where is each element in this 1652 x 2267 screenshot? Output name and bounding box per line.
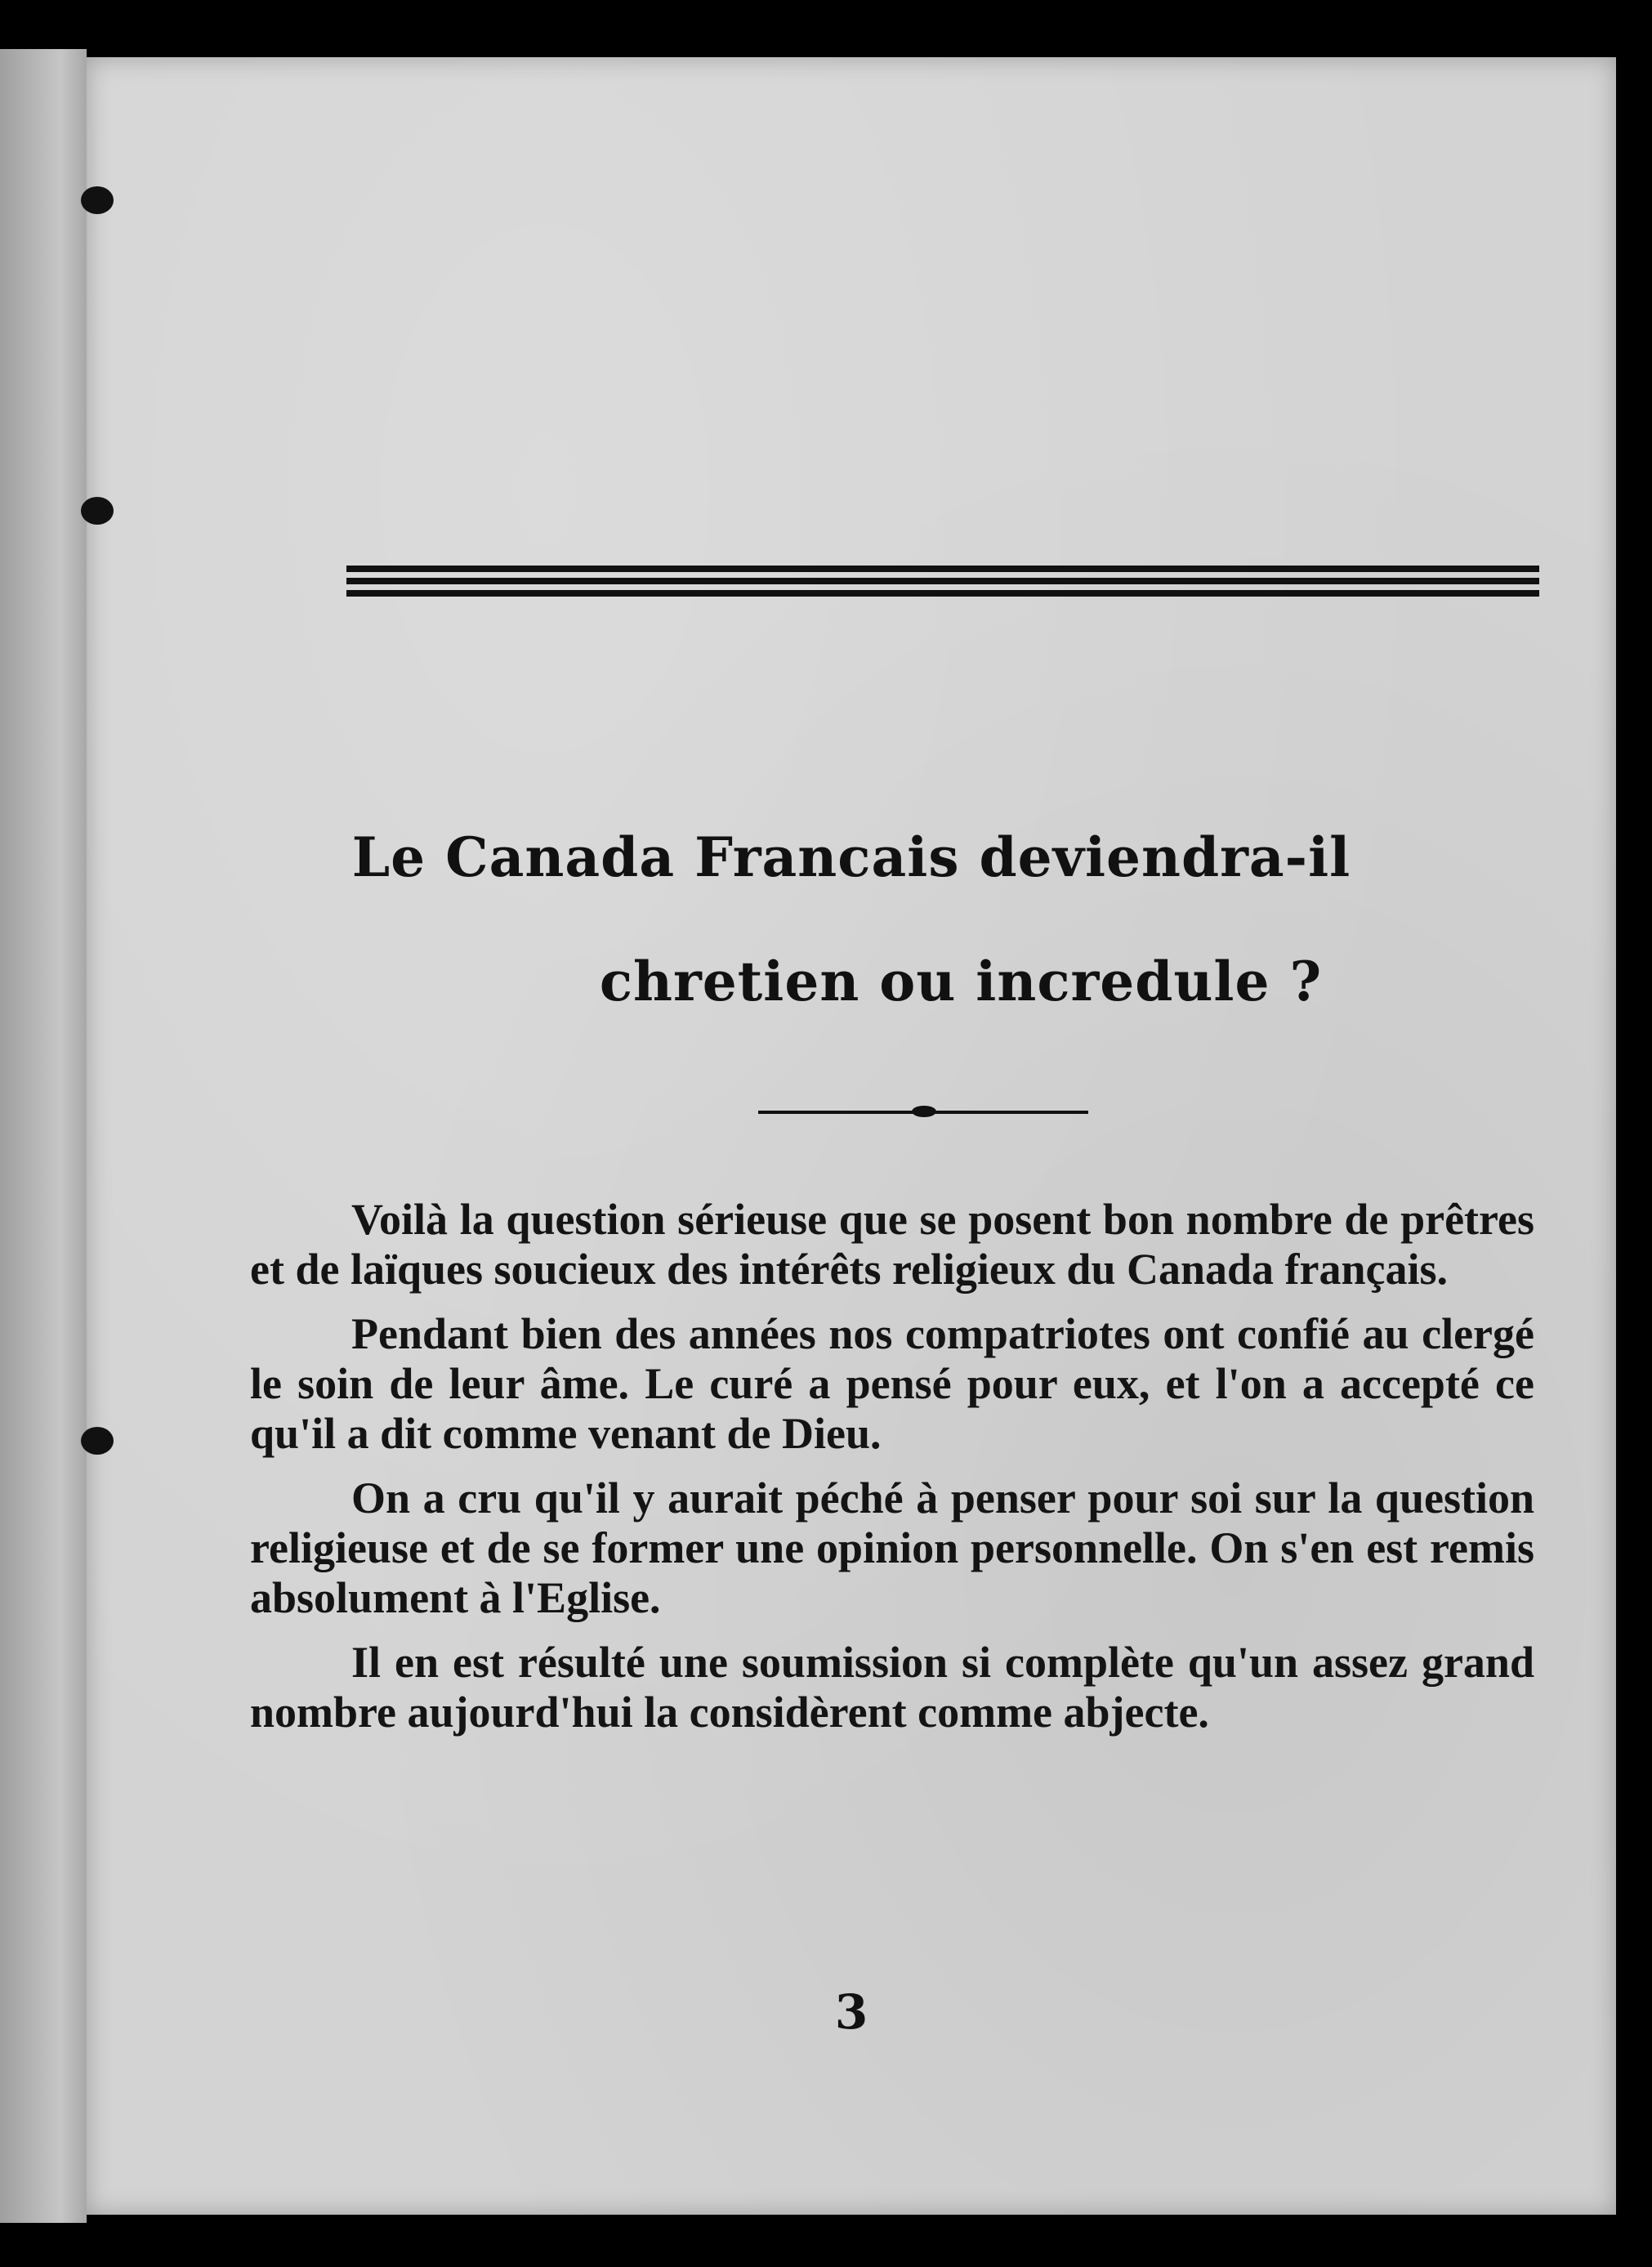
title-line-2: chretien ou incredule ? bbox=[599, 950, 1323, 1013]
body-text bbox=[250, 1195, 1534, 1752]
ornament-divider bbox=[758, 1106, 1088, 1119]
paragraph: Pendant bien des années nos compatriotes ont confié au clergé le soin de leur âme. Le curé a pensé pour eux, et l'on a accepté ce qu'il a dit comme venant de Dieu. bbox=[250, 1309, 1534, 1458]
binding-stitch bbox=[81, 497, 114, 525]
paragraph: Voilà la question sérieuse que se posent bon nombre de prêtres et de laïques soucieux des intérêts religieux du Canada français. bbox=[250, 1195, 1534, 1294]
title-line-1: Le Canada Francais deviendra-il bbox=[351, 825, 1351, 889]
header-triple-rule bbox=[346, 566, 1539, 602]
page-number: 3 bbox=[834, 1984, 868, 2040]
binding-strip bbox=[0, 49, 87, 2223]
paragraph: Il en est résulté une soumission si complète qu'un assez grand nombre aujourd'hui la considèrent comme abjecte. bbox=[250, 1638, 1534, 1737]
binding-stitch bbox=[81, 1427, 114, 1455]
paragraph: On a cru qu'il y aurait péché à penser pour soi sur la question religieuse et de se former une opinion personnelle. On s'en est remis absolument à l'Eglise. bbox=[250, 1473, 1534, 1622]
document-page bbox=[87, 57, 1616, 2215]
binding-stitch bbox=[81, 186, 114, 214]
